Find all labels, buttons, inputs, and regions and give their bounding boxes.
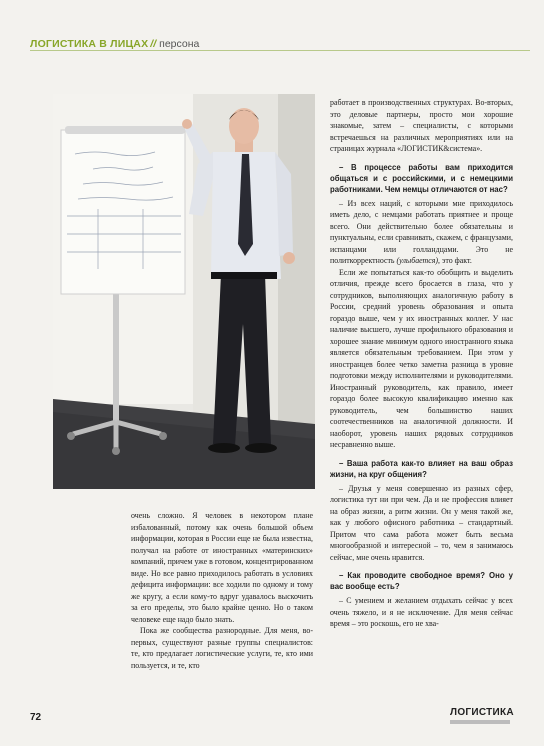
section-title: ЛОГИСТИКА В ЛИЦАХ: [30, 38, 149, 50]
interview-question: – В процессе работы вам приходится общаться и с российскими, и с немецкими работниками. Чем немцы отличаются от нас?: [330, 162, 513, 194]
logo-underline: [450, 720, 510, 724]
portrait-photo: [53, 94, 315, 489]
paragraph: – Друзья у меня совершенно из разных сфер, логистика тут ни при чем. Да и не профессия влияет на образ жизни, а ритм жизни. Он у меня такой же, как у любого офисного работника – стандартный. Притом что сама работа может быть весьма многообразной и интересной – то, чем я занимаюсь сейчас, мне очень нравится.: [330, 483, 513, 562]
header-separator: //: [150, 38, 157, 50]
interview-question: – Ваша работа как-то влияет на ваш образ жизни, на круг общения?: [330, 458, 513, 479]
paragraph: очень сложно. Я человек в некотором плане избалованный, потому как очень большой объем информации, которая в России еще не была известна, получал на работе от иностранных «материнских» компаний, причем уже в готовом, концентрированном виде. Но все равно приходилось работать в условиях дефицита информации: все ходили по одному и тому же кругу, а если кому-то вдруг удавалось выскочить за его пределы, это было крайне ценно. Но о таком человеке еще надо было знать.: [131, 511, 313, 624]
paragraph: – С умением и желанием отдыхать сейчас у всех очень тяжело, и я не исключение. Для меня сейчас время – это роскошь, его не хва-: [330, 596, 513, 628]
paragraph: Если же попытаться как-то обобщить и выделить отличия, прежде всего бросается в глаза, что у сотрудников, выполняющих аналогичную работу в России, средний уровень образования и опыта гораздо выше, чем у их иностранных коллег. У нас наличие высшего, лучше профильного образования и хорошее знание минимум одного иностранного языка является обязательным требованием. При этом у иностранцев более четко заметна разница в уровне подготовки между исполнителями и руководителями. Иностранный руководитель, как правило, имеет гораздо более высокую квалификацию именно как руководитель, чем большинство наших соотечественников на аналогичной должности. И наоборот, уровень наших рядовых сотрудников несравненно выше.: [330, 267, 513, 449]
left-text-column: [131, 510, 313, 671]
paragraph: Пока же сообщества разнородные. Для меня, во-первых, существуют разные группы специалистов: те, кто предлагает логистические услуги, те, кто ими пользуется, и те, кто: [131, 626, 313, 670]
paragraph-text: , это факт.: [438, 256, 472, 265]
paragraph: [330, 198, 513, 267]
paragraph-text: – Из всех наций, с которыми мне приходилось иметь дело, с немцами работать приятнее и проще всего. Они действительно более обязательны и пунктуальны, если сравнивать, скажем, с французами, испанцами или голландцами. Это не политкорректность: [330, 198, 513, 265]
rubric-label: персона: [159, 38, 200, 50]
italic-remark: (улыбается): [396, 256, 439, 265]
photo-illustration: [53, 94, 315, 489]
interview-question: – Как проводите свободное время? Оно у вас вообще есть?: [330, 571, 513, 591]
paragraph: работает в производственных структурах. Во-вторых, это деловые партнеры, просто мои хорошие знакомые, затем – специалисты, с которыми встречаешься на различных мероприятиях или на страницах журнала «ЛОГИСТИК&система».: [330, 98, 513, 153]
header-rule: [30, 50, 530, 51]
page-number: 72: [30, 712, 42, 723]
magazine-logo: ЛОГИСТИКА: [450, 707, 514, 718]
right-text-column: [330, 97, 513, 630]
